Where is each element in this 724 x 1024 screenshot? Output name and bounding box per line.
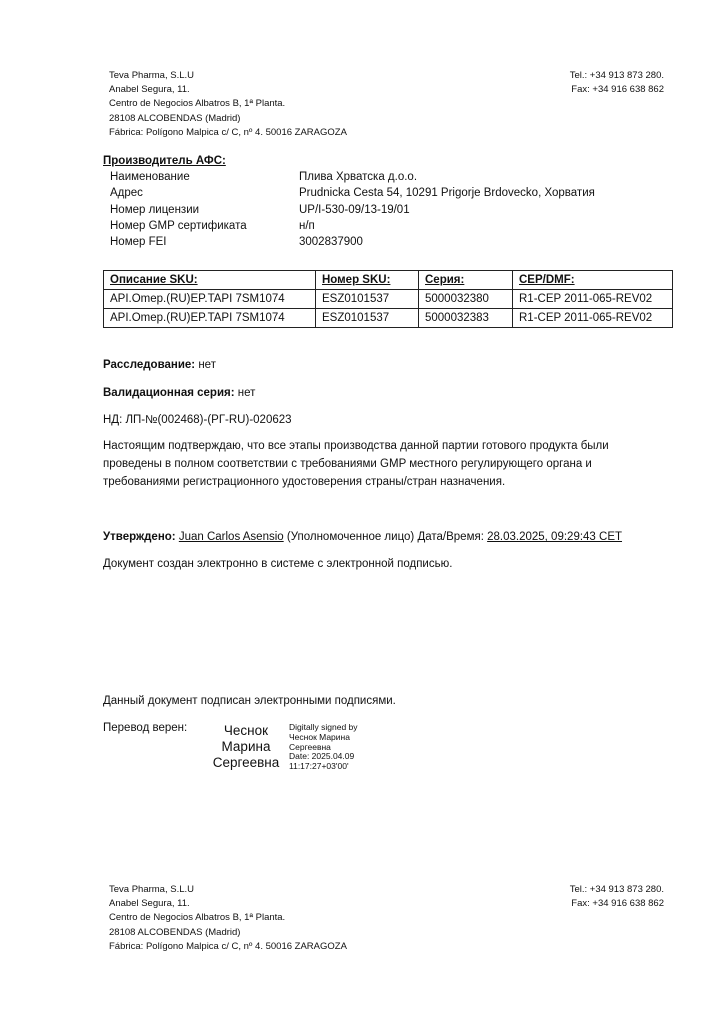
manufacturer-title: Производитель АФС: xyxy=(103,155,226,167)
sku-table xyxy=(103,270,673,328)
digital-signature-details xyxy=(289,723,358,772)
header-factory: Fábrica: Polígono Malpica c/ C, nº 4. 50016 ZARAGOZA xyxy=(109,126,347,138)
table-row xyxy=(104,290,673,309)
manufacturer-row xyxy=(110,236,595,252)
digital-line: 11:17:27+03'00' xyxy=(289,761,349,772)
sku-header-row xyxy=(104,271,673,290)
approval-label: Утверждено: xyxy=(103,531,176,543)
validation-value: нет xyxy=(234,387,256,399)
manufacturer-row xyxy=(110,187,595,203)
header-company-address xyxy=(109,69,347,140)
sku-header-batch: Серия: xyxy=(419,271,513,290)
signer-line: Чеснок xyxy=(223,723,269,738)
sku-description: API.Omep.(RU)EP.TAPI 7SM1074 xyxy=(104,309,316,328)
investigation-line xyxy=(103,356,668,374)
header-address-street: Anabel Segura, 11. xyxy=(109,84,190,96)
footer-address-city: 28108 ALCOBENDAS (Madrid) xyxy=(109,926,241,938)
manufacturer-value: UP/I-530-09/13-19/01 xyxy=(299,203,410,216)
digital-line: Сергеевна xyxy=(289,741,331,752)
table-row xyxy=(104,309,673,328)
digital-line: Digitally signed by xyxy=(289,722,358,732)
investigation-label: Расследование: xyxy=(103,359,196,371)
header-company-name: Teva Pharma, S.L.U xyxy=(109,70,195,81)
confirmation-text: Настоящим подтверждаю, что все этапы производства данной партии готового продукта были проведены в полном соответствии с требованиями GMP местного регулирующего органа и требованиями регистрационного удостоверения страны/стран назначения. xyxy=(103,440,609,488)
manufacturer-details xyxy=(110,171,595,252)
translation-label: Перевод верен: xyxy=(103,722,188,734)
sku-header-cep: CEP/DMF: xyxy=(513,271,673,290)
header-fax: Fax: +34 916 638 862 xyxy=(571,84,664,96)
manufacturer-row xyxy=(110,171,595,187)
approver-name: Juan Carlos Asensio xyxy=(178,531,284,543)
electronic-note: Документ создан электронно в системе с электронной подписью. xyxy=(103,558,453,570)
footer-tel: Tel.: +34 913 873 280. xyxy=(569,884,664,895)
approver-role: (Уполномоченное лицо) Дата/Время: xyxy=(283,531,488,543)
header-address-building: Centro de Negocios Albatros B, 1ª Planta. xyxy=(109,98,286,110)
nd-line: НД: ЛП-№(002468)-(РГ-RU)-020623 xyxy=(103,414,292,426)
manufacturer-value: н/п xyxy=(299,219,315,232)
sku-header-description: Описание SKU: xyxy=(104,271,316,290)
manufacturer-row xyxy=(110,220,595,236)
manufacturer-label: Номер лицензии xyxy=(110,203,200,216)
validation-label: Валидационная серия: xyxy=(103,387,235,399)
sku-number: ESZ0101537 xyxy=(316,290,419,309)
digital-line: Date: 2025.04.09 xyxy=(289,751,355,762)
approval-line xyxy=(103,528,703,546)
footer-address-building: Centro de Negocios Albatros B, 1ª Planta. xyxy=(109,912,286,924)
investigation-value: нет xyxy=(195,359,216,371)
footer-fax: Fax: +34 916 638 862 xyxy=(571,898,664,910)
footer-company-name: Teva Pharma, S.L.U xyxy=(109,884,195,895)
footer-company-address xyxy=(109,883,347,954)
manufacturer-value: Плива Хрватска д.о.о. xyxy=(299,171,418,183)
digital-line: Чеснок Марина xyxy=(289,731,350,742)
signer-line: Марина xyxy=(221,739,271,754)
header-tel: Tel.: +34 913 873 280. xyxy=(569,70,664,81)
sku-description: API.Omep.(RU)EP.TAPI 7SM1074 xyxy=(104,290,316,309)
manufacturer-label: Номер GMP сертификата xyxy=(110,219,247,232)
translator-signature-name xyxy=(207,723,285,771)
sku-cep: R1-CEP 2011-065-REV02 xyxy=(513,309,673,328)
signed-note: Данный документ подписан электронными подписями. xyxy=(103,695,396,707)
manufacturer-row xyxy=(110,204,595,220)
footer-contacts xyxy=(570,883,664,911)
header-address-city: 28108 ALCOBENDAS (Madrid) xyxy=(109,112,241,124)
validation-line xyxy=(103,384,668,402)
signer-line: Сергеевна xyxy=(212,755,280,770)
header-contacts xyxy=(570,69,664,97)
approval-datetime: 28.03.2025, 09:29:43 CET xyxy=(487,531,623,543)
sku-batch: 5000032383 xyxy=(419,309,513,328)
sku-batch: 5000032380 xyxy=(419,290,513,309)
manufacturer-value: Prudnicka Cesta 54, 10291 Prigorje Brdovecko, Хорватия xyxy=(299,187,595,200)
manufacturer-value: 3002837900 xyxy=(299,236,363,249)
footer-address-street: Anabel Segura, 11. xyxy=(109,898,190,910)
sku-cep: R1-CEP 2011-065-REV02 xyxy=(513,290,673,309)
manufacturer-label: Адрес xyxy=(110,187,143,200)
sku-header-number: Номер SKU: xyxy=(316,271,419,290)
manufacturer-label: Номер FEI xyxy=(110,236,167,249)
sku-number: ESZ0101537 xyxy=(316,309,419,328)
footer-factory: Fábrica: Polígono Malpica c/ C, nº 4. 50016 ZARAGOZA xyxy=(109,940,347,952)
manufacturer-label: Наименование xyxy=(110,171,190,183)
